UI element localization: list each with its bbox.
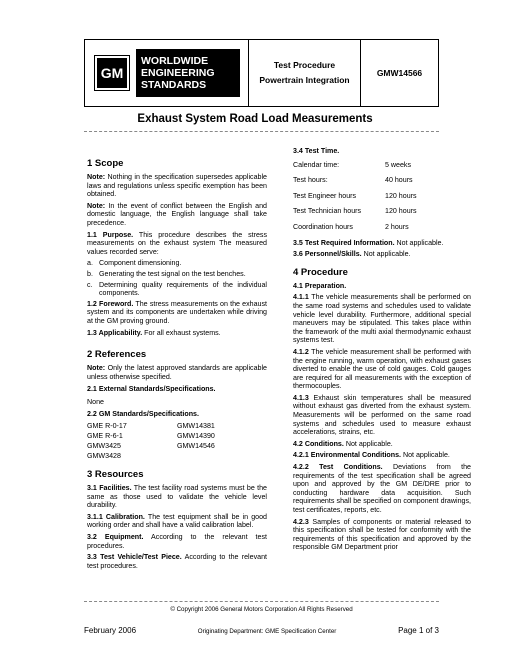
footer-date: February 2006 — [84, 626, 137, 635]
text: This procedure describes the stress measurements on the exhaust system The measured values recorded serve: — [87, 230, 267, 256]
standard-ref: GME R-0-17 — [87, 422, 127, 431]
gm-logo: GM — [95, 56, 129, 90]
left-column — [87, 156, 267, 573]
page-title: Exhaust System Road Load Measurements — [137, 113, 373, 125]
label: 3.1 Facilities. — [87, 483, 132, 492]
paragraph — [293, 239, 471, 248]
test-time-label: Test Engineer hours — [293, 191, 357, 200]
paragraph — [293, 250, 471, 259]
paragraph: None — [87, 397, 104, 406]
brand-cell — [85, 40, 249, 106]
section-heading: 4 Procedure — [293, 266, 348, 278]
text: The test equipment shall be in good working order and shall have a valid calibration label. — [87, 512, 267, 530]
section-heading: 2 References — [87, 349, 147, 361]
brand-line: ENGINEERING — [141, 67, 215, 79]
label: Note: — [87, 173, 106, 181]
label: 4.1.2 — [293, 347, 309, 356]
list-marker: a. — [87, 259, 93, 268]
label: 4.2 Conditions. — [293, 439, 344, 448]
doc-number: GMW14566 — [376, 68, 423, 78]
test-time-label: Coordination hours — [293, 222, 353, 231]
label: 4.1.1 — [293, 293, 309, 302]
label: Note: — [87, 364, 106, 373]
paragraph — [87, 329, 267, 338]
right-column — [293, 147, 471, 555]
copyright-notice: © Copyright 2006 General Motors Corporation All Rights Reserved — [170, 606, 353, 613]
paragraph — [87, 553, 267, 570]
paragraph — [87, 484, 267, 510]
text: According to the relevant test procedures. — [87, 532, 267, 550]
test-time-value: 2 hours — [385, 222, 409, 231]
standard-ref — [177, 452, 267, 461]
text: Samples of components or material released to this specification shall be tested for conformity with the requirements of this specification and approved by the responsible GM Department prior — [293, 517, 471, 552]
text: Not applicable. — [361, 250, 411, 259]
brand-line: WORLDWIDE — [141, 55, 209, 67]
department: Powertrain Integration — [259, 75, 350, 85]
brand-box — [136, 49, 240, 97]
list-marker: b. — [87, 269, 93, 278]
paragraph — [87, 300, 267, 326]
title-rule — [84, 131, 439, 132]
standard-ref: GMW14381 — [177, 422, 215, 431]
label: 1.2 Foreword. — [87, 299, 134, 308]
label: 3.2 Equipment. — [87, 532, 144, 541]
text: The test facility road systems must be the same as those used to validate the vehicle level durability. — [87, 483, 267, 510]
paragraph — [87, 231, 267, 257]
subsection-heading: 2.2 GM Standards/Specifications. — [87, 410, 199, 419]
paragraph — [293, 394, 471, 437]
paragraph — [87, 364, 267, 381]
standards-grid — [87, 422, 267, 461]
paragraph — [87, 173, 267, 199]
label: 3.5 Test Required Information. — [293, 238, 395, 247]
paragraph — [293, 451, 471, 460]
test-time-label: Test Technician hours — [293, 207, 362, 216]
test-time-value: 120 hours — [385, 191, 417, 200]
label: 4.1.3 — [293, 393, 309, 402]
label: 4.2.2 Test Conditions. — [293, 463, 383, 472]
paragraph — [293, 293, 471, 345]
page-number: Page 1 of 3 — [398, 626, 439, 635]
doc-type-cell — [249, 40, 361, 106]
footer-rule — [84, 601, 439, 602]
text: The vehicle measurements shall be performed on the same road systems and schedules used to validate vehicle level durability. Furthermore, additional special maneuvers may be stipulated. This takes place within the framework of the multi axial thermodynamic exhaust systems test. — [293, 293, 471, 345]
paragraph — [293, 463, 471, 515]
standard-ref: GMW14546 — [177, 442, 215, 451]
list-text: Determining quality requirements of the individual components. — [99, 280, 267, 298]
text: The vehicle measurement shall be performed with the engine running, warm operation, with exhaust gases diverted to enable the use of cold gauges. Cold gauges are required for all measurements with the exception of thermocouples. — [293, 347, 471, 391]
standard-ref: GMW3425 — [87, 442, 121, 451]
label: 1.3 Applicability. — [87, 328, 143, 337]
paragraph — [293, 440, 471, 449]
text: The stress measurements on the exhaust system and its components are undertaken while driving at the GM proving ground. — [87, 299, 267, 325]
footer-row — [84, 626, 439, 635]
paragraph — [87, 202, 267, 228]
standard-ref: GMW3428 — [87, 452, 121, 461]
footer-origin: Originating Department: GME Specification Center — [197, 628, 337, 635]
standard-ref: GME R-6-1 — [87, 432, 123, 441]
list-text: Component dimensioning. — [99, 259, 182, 268]
text: Not applicable. — [394, 238, 444, 247]
document-header — [84, 39, 439, 107]
test-time-value: 120 hours — [385, 207, 417, 216]
test-time-label: Test hours: — [293, 176, 328, 185]
label: 3.1.1 Calibration. — [87, 512, 145, 521]
label: 3.3 Test Vehicle/Test Piece. — [87, 553, 182, 562]
text: Not applicable. — [343, 439, 393, 448]
standard-ref: GMW14390 — [177, 432, 215, 441]
section-heading: 3 Resources — [87, 468, 144, 480]
text: Not applicable. — [401, 451, 450, 460]
paragraph — [293, 348, 471, 391]
text: Deviations from the requirements of the test specification shall be agreed upon and approved by the GM DE/DRE prior to conducting hardware data acquisition. Such requirements shall be specified on component drawings, test certificates, reports, etc. — [293, 463, 471, 514]
brand-line: STANDARDS — [141, 79, 207, 91]
list-item — [87, 281, 267, 298]
list-marker: c. — [87, 280, 93, 289]
label: 3.6 Personnel/Skills. — [293, 250, 362, 259]
test-time-label: Calendar time: — [293, 160, 340, 169]
test-time-table — [293, 161, 471, 232]
subsection-heading: 4.1 Preparation. — [293, 281, 347, 290]
label: 1.1 Purpose. — [87, 230, 134, 239]
text: Only the latest approved standards are applicable unless otherwise specified. — [87, 364, 267, 381]
paragraph — [87, 513, 267, 530]
text: Nothing in the specification supersedes applicable laws and regulations unless specific exemption has been obtained. — [87, 173, 267, 199]
section-heading: 1 Scope — [87, 158, 124, 169]
subsection-heading: 2.1 External Standards/Specifications. — [87, 385, 216, 394]
page-footer — [84, 606, 439, 635]
label: 4.2.3 — [293, 517, 309, 526]
label: Note: — [87, 201, 106, 210]
label: 4.2.1 Environmental Conditions. — [293, 451, 401, 460]
text: According to the relevant test procedures. — [87, 553, 267, 570]
paragraph — [293, 518, 471, 552]
test-time-value: 5 weeks — [385, 160, 412, 169]
list-text: Generating the test signal on the test benches. — [99, 269, 246, 278]
text: For all exhaust systems. — [142, 328, 221, 337]
test-time-value: 40 hours — [385, 176, 413, 185]
paragraph — [87, 533, 267, 550]
text: Exhaust skin temperatures shall be measured without exhaust gas diverted from the exhaust system. Measurements will be performed on the same road systems and schedules used to measure exhaust accelerations, strains, etc. — [293, 393, 471, 437]
list-item — [87, 270, 267, 279]
list-item — [87, 259, 267, 268]
doc-type: Test Procedure — [273, 60, 336, 70]
subsection-heading: 3.4 Test Time. — [293, 147, 340, 155]
text: In the event of conflict between the English and domestic language, the English language shall take precedence. — [87, 201, 267, 227]
